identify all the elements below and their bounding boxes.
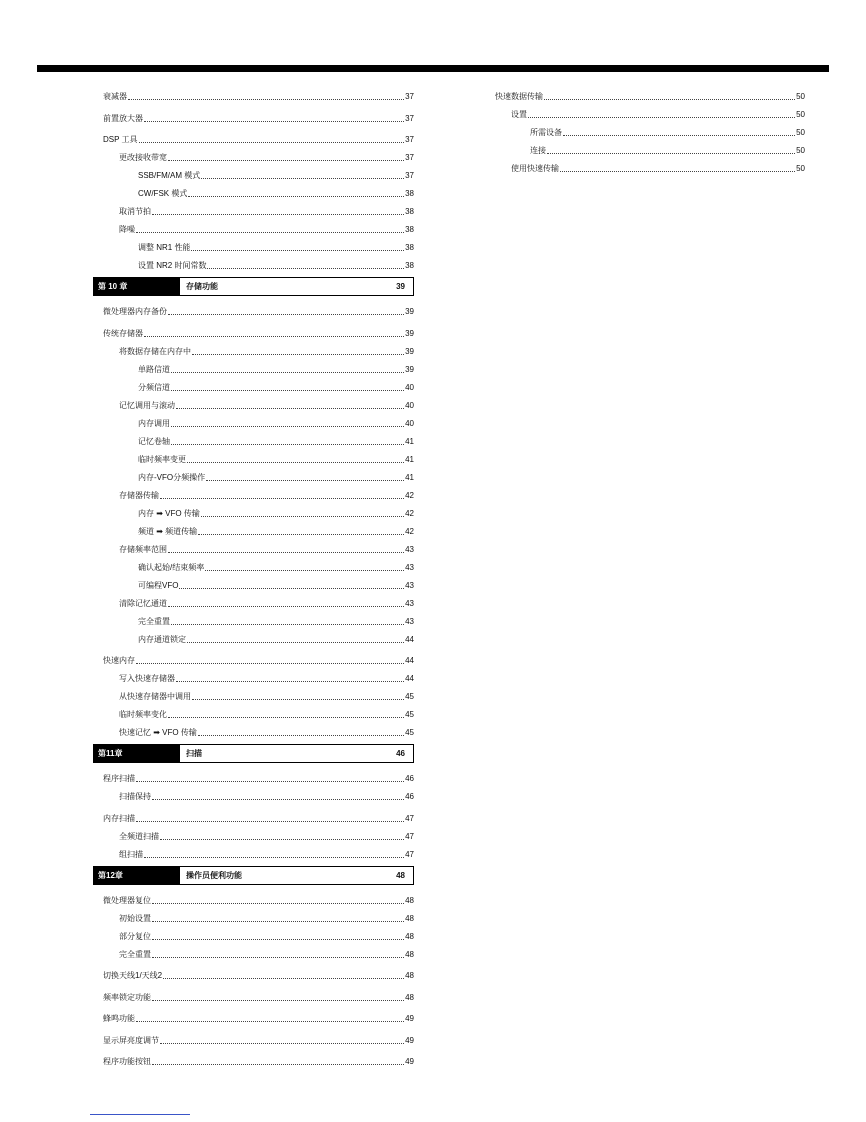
toc-entry-title: CW/FSK 模式: [138, 189, 188, 198]
toc-entry-title: 降噪: [119, 225, 135, 234]
dot-leader: [160, 498, 404, 499]
toc-entry-title: 快速内存: [103, 656, 135, 665]
dot-leader: [163, 978, 404, 979]
toc-entry-title: 可编程VFO: [138, 580, 179, 590]
toc-entry[interactable]: [103, 411, 414, 429]
dot-leader: [152, 1000, 404, 1001]
toc-entry-title: 前置放大器: [103, 113, 143, 123]
dot-leader: [160, 839, 404, 840]
toc-entry[interactable]: [103, 339, 414, 357]
toc-entry-title: 显示屏亮度调节: [103, 1035, 159, 1045]
dot-leader: [168, 552, 404, 553]
dot-leader: [128, 99, 404, 100]
toc-entry[interactable]: [103, 666, 414, 684]
toc-entry-page: 43: [405, 562, 414, 572]
toc-entry-page: 37: [405, 171, 414, 180]
toc-entry-title: 设置: [511, 110, 527, 119]
dot-leader: [168, 314, 404, 315]
toc-entry[interactable]: [103, 924, 414, 942]
toc-entry-title: 频率锁定功能: [103, 992, 151, 1002]
dot-leader: [168, 717, 404, 718]
dot-leader: [136, 232, 404, 233]
toc-entry-title: 内存通道锁定: [138, 634, 186, 644]
toc-entry-title: 内存-VFO分频操作: [138, 472, 206, 482]
toc-entry-page: 41: [405, 472, 414, 482]
toc-entry-page: 45: [405, 692, 414, 701]
dot-leader: [179, 588, 404, 589]
chapter-title[interactable]: 扫描: [186, 749, 202, 758]
toc-entry-title: 组扫描: [119, 849, 143, 859]
dot-leader: [206, 480, 404, 481]
chapter-header: [93, 866, 414, 885]
toc-entry-title: 内存调用: [138, 418, 170, 428]
toc-entry[interactable]: [495, 156, 805, 174]
toc-entry[interactable]: [103, 519, 414, 537]
toc-entry-page: 43: [405, 598, 414, 608]
toc-entry-page: 43: [405, 616, 414, 626]
toc-entry[interactable]: [103, 627, 414, 645]
toc-entry-page: 43: [405, 544, 414, 554]
dot-leader: [205, 570, 404, 571]
toc-entry-title: 记忆调用与滚动: [119, 400, 175, 410]
toc-entry[interactable]: [103, 375, 414, 393]
toc-entry-page: 44: [405, 656, 414, 665]
toc-entry[interactable]: [103, 357, 414, 375]
toc-entry[interactable]: [103, 145, 414, 163]
dot-leader: [198, 735, 404, 736]
toc-entry-title: 清除记忆通道: [119, 598, 167, 608]
dot-leader: [152, 799, 404, 800]
toc-entry[interactable]: [103, 217, 414, 235]
toc-entry-title: DSP 工具: [103, 135, 138, 144]
dot-leader: [187, 642, 404, 643]
toc-entry-title: 所需设备: [530, 128, 562, 137]
toc-entry[interactable]: [103, 501, 414, 519]
toc-entry[interactable]: [103, 766, 414, 784]
toc-entry-page: 41: [405, 454, 414, 464]
dot-leader: [544, 99, 795, 100]
dot-leader: [152, 939, 404, 940]
dot-leader: [144, 857, 404, 858]
toc-entry[interactable]: [103, 609, 414, 627]
toc-entry-page: 40: [405, 382, 414, 392]
dot-leader: [171, 444, 404, 445]
toc-entry-title: 存储器传输: [119, 490, 159, 500]
toc-entry[interactable]: [103, 784, 414, 802]
toc-entry-title: 快速数据传输: [495, 92, 543, 101]
toc-entry[interactable]: [103, 720, 414, 738]
toc-entry-page: 48: [405, 992, 414, 1002]
dot-leader: [171, 372, 404, 373]
toc-right-column: [495, 84, 805, 174]
dot-leader: [171, 426, 404, 427]
toc-entry-title: 写入快速存储器: [119, 674, 175, 683]
chapter-page-number: 48: [396, 870, 405, 880]
dot-leader: [201, 516, 404, 517]
toc-entry-title: 完全重置: [119, 949, 151, 959]
chapter-title[interactable]: 操作员便利功能: [186, 870, 242, 880]
toc-entry-page: 50: [796, 146, 805, 155]
toc-entry[interactable]: [103, 555, 414, 573]
toc-entry[interactable]: [103, 299, 414, 317]
toc-entry-title: 调整 NR1 性能: [138, 243, 191, 252]
footer-link-underline[interactable]: [90, 1114, 190, 1115]
toc-entry-page: 50: [796, 92, 805, 101]
toc-entry[interactable]: [103, 1006, 414, 1024]
dot-leader: [198, 534, 404, 535]
toc-entry-page: 44: [405, 634, 414, 644]
chapter-number: 第12章: [94, 867, 180, 884]
dot-leader: [136, 663, 404, 664]
toc-entry[interactable]: [103, 447, 414, 465]
toc-entry[interactable]: [103, 573, 414, 591]
toc-entry[interactable]: [103, 888, 414, 906]
toc-entry[interactable]: [495, 84, 805, 102]
toc-entry-title: 初始设置: [119, 913, 151, 923]
toc-entry-title: 内存扫描: [103, 813, 135, 823]
toc-entry-page: 50: [796, 128, 805, 137]
toc-entry-page: 50: [796, 164, 805, 173]
toc-entry-title: 程序功能按钮: [103, 1057, 151, 1066]
toc-entry[interactable]: [103, 824, 414, 842]
toc-entry-page: 40: [405, 400, 414, 410]
toc-entry-title: 连接: [530, 146, 546, 155]
toc-entry[interactable]: [103, 127, 414, 145]
toc-entry-page: 38: [405, 207, 414, 216]
toc-entry-page: 42: [405, 526, 414, 536]
toc-left-column: [98, 84, 414, 1067]
toc-entry-page: 39: [405, 328, 414, 338]
toc-entry-title: 存储频率范围: [119, 544, 167, 554]
toc-entry-page: 48: [405, 895, 414, 905]
toc-entry-page: 49: [405, 1057, 414, 1066]
toc-entry-title: 临时频率变化: [119, 710, 167, 719]
toc-entry[interactable]: [103, 842, 414, 860]
dot-leader: [152, 1064, 404, 1065]
toc-entry[interactable]: [103, 199, 414, 217]
toc-entry-page: 37: [405, 153, 414, 162]
dot-leader: [136, 1021, 404, 1022]
toc-entry[interactable]: [103, 684, 414, 702]
toc-entry[interactable]: [103, 985, 414, 1003]
dot-leader: [207, 268, 404, 269]
toc-entry-page: 37: [405, 92, 414, 101]
toc-entry[interactable]: [103, 537, 414, 555]
toc-entry-title: 确认起始/结束频率: [138, 562, 205, 572]
toc-entry-page: 48: [405, 949, 414, 959]
toc-entry-title: 切换天线1/天线2: [103, 971, 163, 980]
dot-leader: [152, 957, 404, 958]
toc-entry-title: 程序扫描: [103, 774, 135, 783]
toc-entry[interactable]: [103, 942, 414, 960]
toc-entry[interactable]: [103, 393, 414, 411]
toc-entry-title: 设置 NR2 时间常数: [138, 261, 207, 270]
dot-leader: [171, 624, 404, 625]
toc-entry-page: 42: [405, 490, 414, 500]
toc-entry[interactable]: [103, 235, 414, 253]
dot-leader: [168, 160, 404, 161]
dot-leader: [201, 178, 404, 179]
toc-entry-title: 单路信道: [138, 364, 170, 374]
toc-entry-page: 49: [405, 1035, 414, 1045]
chapter-number: 第11章: [94, 745, 180, 762]
toc-entry-page: 48: [405, 971, 414, 980]
toc-entry[interactable]: [495, 120, 805, 138]
chapter-page-number: 39: [396, 282, 405, 291]
toc-entry-page: 45: [405, 710, 414, 719]
dot-leader: [152, 903, 404, 904]
dot-leader: [144, 121, 404, 122]
toc-entry-page: 46: [405, 792, 414, 801]
toc-entry[interactable]: [103, 483, 414, 501]
toc-entry-title: 从快速存储器中调用: [119, 692, 191, 701]
toc-entry-page: 49: [405, 1014, 414, 1023]
toc-entry-page: 37: [405, 135, 414, 144]
toc-entry[interactable]: [103, 906, 414, 924]
dot-leader: [192, 354, 404, 355]
toc-entry-page: 38: [405, 243, 414, 252]
toc-entry-page: 39: [405, 346, 414, 356]
toc-entry-page: 50: [796, 110, 805, 119]
toc-entry[interactable]: [103, 591, 414, 609]
chapter-header: [93, 744, 414, 763]
toc-entry[interactable]: [103, 321, 414, 339]
toc-entry-page: 39: [405, 307, 414, 316]
toc-entry-title: 部分复位: [119, 931, 151, 941]
toc-entry-title: 全频道扫描: [119, 831, 159, 841]
toc-entry-title: 将数据存储在内存中: [119, 346, 191, 356]
toc-entry-page: 39: [405, 364, 414, 374]
dot-leader: [191, 250, 404, 251]
toc-entry-title: 微处理器复位: [103, 895, 151, 905]
toc-entry-page: 41: [405, 436, 414, 446]
toc-entry[interactable]: [103, 648, 414, 666]
toc-entry-page: 44: [405, 674, 414, 683]
toc-entry[interactable]: [103, 465, 414, 483]
toc-entry-page: 46: [405, 774, 414, 783]
toc-entry-title: 取消节拍: [119, 207, 151, 216]
dot-leader: [139, 142, 405, 143]
toc-entry[interactable]: [103, 106, 414, 124]
toc-entry-page: 40: [405, 418, 414, 428]
dot-leader: [560, 171, 795, 172]
toc-entry-page: 38: [405, 261, 414, 270]
toc-entry-title: 衰减器: [103, 92, 127, 101]
toc-entry-title: 临时频率变更: [138, 454, 186, 464]
toc-entry-page: 48: [405, 931, 414, 941]
chapter-title[interactable]: 存储功能: [186, 282, 218, 291]
dot-leader: [171, 390, 404, 391]
toc-entry[interactable]: [103, 963, 414, 981]
toc-entry-title: 微处理器内存备份: [103, 307, 167, 316]
dot-leader: [547, 153, 795, 154]
toc-entry[interactable]: [103, 163, 414, 181]
dot-leader: [152, 921, 404, 922]
dot-leader: [176, 681, 404, 682]
chapter-page-number: 46: [396, 749, 405, 758]
chapter-number: 第 10 章: [94, 278, 180, 295]
header-rule: [37, 65, 829, 72]
toc-entry-page: 45: [405, 728, 414, 737]
toc-entry[interactable]: [103, 181, 414, 199]
toc-entry[interactable]: [103, 253, 414, 271]
toc-entry[interactable]: [103, 429, 414, 447]
toc-entry-title: 使用快速传输: [511, 164, 559, 173]
toc-entry-title: 扫描保持: [119, 792, 151, 801]
dot-leader: [563, 135, 795, 136]
toc-entry-title: 记忆卷轴: [138, 436, 170, 446]
toc-entry-title: 更改接收带宽: [119, 153, 167, 162]
toc-entry[interactable]: [103, 806, 414, 824]
toc-entry[interactable]: [103, 84, 414, 102]
dot-leader: [160, 1043, 404, 1044]
toc-entry-page: 43: [405, 580, 414, 590]
toc-entry-title: 快速记忆 ➡ VFO 传输: [119, 728, 197, 737]
toc-entry[interactable]: [495, 138, 805, 156]
toc-entry[interactable]: [103, 1028, 414, 1046]
toc-entry-page: 38: [405, 189, 414, 198]
toc-entry-page: 47: [405, 831, 414, 841]
dot-leader: [188, 196, 404, 197]
dot-leader: [528, 117, 795, 118]
toc-entry-title: SSB/FM/AM 模式: [138, 171, 201, 180]
toc-entry-page: 37: [405, 113, 414, 123]
toc-entry-title: 完全重置: [138, 616, 170, 626]
dot-leader: [192, 699, 404, 700]
toc-entry[interactable]: [495, 102, 805, 120]
dot-leader: [144, 336, 404, 337]
dot-leader: [168, 606, 404, 607]
chapter-header: [93, 277, 414, 296]
toc-entry[interactable]: [103, 702, 414, 720]
toc-entry-page: 47: [405, 849, 414, 859]
toc-entry-title: 蜂鸣功能: [103, 1014, 135, 1023]
dot-leader: [152, 214, 404, 215]
toc-entry-page: 47: [405, 813, 414, 823]
dot-leader: [136, 781, 404, 782]
dot-leader: [136, 821, 404, 822]
dot-leader: [187, 462, 404, 463]
toc-entry-page: 42: [405, 508, 414, 518]
toc-entry-title: 内存 ➡ VFO 传输: [138, 508, 200, 518]
toc-entry[interactable]: [103, 1049, 414, 1067]
toc-entry-title: 频道 ➡ 频道传输: [138, 526, 198, 536]
toc-entry-page: 38: [405, 225, 414, 234]
toc-entry-title: 分频信道: [138, 382, 170, 392]
toc-entry-page: 48: [405, 913, 414, 923]
toc-entry-title: 传统存储器: [103, 328, 143, 338]
dot-leader: [176, 408, 404, 409]
